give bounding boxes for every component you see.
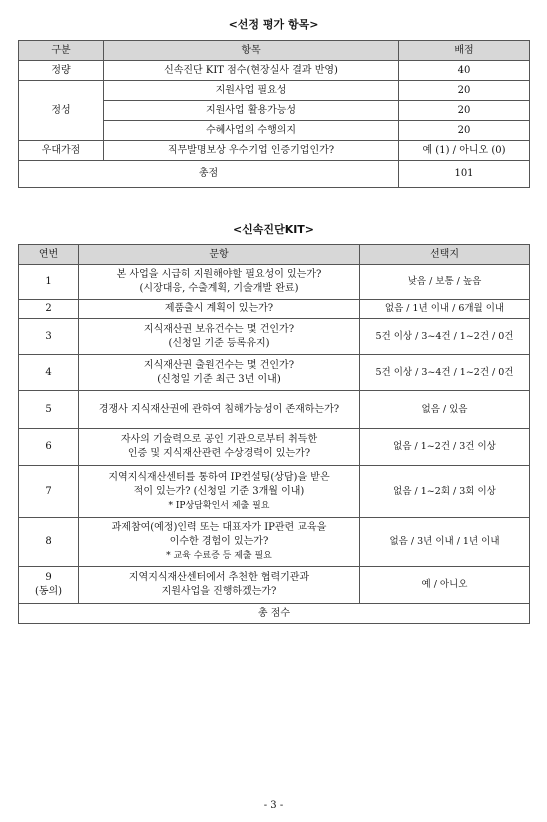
- cell-number: 7: [19, 466, 79, 518]
- cell-options: 낮음 / 보통 / 높음: [360, 265, 530, 300]
- number-consent: (동의): [34, 586, 63, 597]
- cell-score: 20: [399, 121, 530, 141]
- question-line: 이수한 경험이 있는가?: [169, 536, 269, 547]
- cell-options: 5건 이상 / 3~4건 / 1~2건 / 0건: [360, 319, 530, 355]
- cell-number: 1: [19, 265, 79, 300]
- kit-table: [18, 244, 530, 624]
- cell-question: [79, 466, 360, 518]
- header-options: 선택지: [360, 245, 530, 265]
- total-row: [19, 604, 530, 624]
- question-note: * 교육 수료증 등 제출 필요: [166, 551, 272, 561]
- header-number: 연번: [19, 245, 79, 265]
- header-question: 문항: [79, 245, 360, 265]
- cell-question: [79, 300, 360, 319]
- question-line: 지식재산권 보유건수는 몇 건인가?: [143, 323, 295, 335]
- question-line: (시장대응, 수출계획, 기술개발 완료): [139, 283, 299, 294]
- header-score: 배점: [399, 41, 530, 61]
- header-item: 항목: [104, 41, 399, 61]
- table-row: [19, 391, 530, 429]
- cell-category: 우대가점: [19, 141, 104, 161]
- cell-question: [79, 391, 360, 429]
- cell-number: 4: [19, 355, 79, 391]
- cell-question: [79, 319, 360, 355]
- table-row: [19, 265, 530, 300]
- total-label: 총점: [19, 161, 399, 188]
- cell-question: [79, 355, 360, 391]
- question-line: 지역지식재산센터를 통하여 IP컨설팅(상담)을 받은: [108, 471, 330, 483]
- cell-question: [79, 567, 360, 604]
- total-row: [19, 161, 530, 188]
- table-row: [19, 61, 530, 81]
- cell-number: 2: [19, 300, 79, 319]
- total-label: 총 점수: [19, 604, 530, 624]
- cell-options: 없음 / 1~2회 / 3회 이상: [360, 466, 530, 518]
- table-row: [19, 518, 530, 567]
- cell-options: 없음 / 3년 이내 / 1년 이내: [360, 518, 530, 567]
- table-row: [19, 319, 530, 355]
- cell-item: 지원사업 필요성: [104, 81, 399, 101]
- table-row: [19, 141, 530, 161]
- table-row: [19, 567, 530, 604]
- cell-score: 예 (1) / 아니오 (0): [399, 141, 530, 161]
- cell-number: 8: [19, 518, 79, 567]
- question-line: 지식재산권 출원건수는 몇 건인가?: [143, 359, 295, 371]
- total-value: 101: [399, 161, 530, 188]
- question-line: 경쟁사 지식재산권에 관하여 침해가능성이 존재하는가?: [98, 403, 340, 415]
- cell-options: 5건 이상 / 3~4건 / 1~2건 / 0건: [360, 355, 530, 391]
- question-note: * IP상담확인서 제출 필요: [168, 500, 270, 511]
- question-line: 자사의 기술력으로 공인 기관으로부터 취득한: [120, 434, 318, 445]
- table-row: [19, 355, 530, 391]
- cell-options: 없음 / 1년 이내 / 6개월 이내: [360, 300, 530, 319]
- question-line: 본 사업을 시급히 지원해야할 필요성이 있는가?: [116, 269, 322, 280]
- cell-category: 정량: [19, 61, 104, 81]
- cell-score: 20: [399, 81, 530, 101]
- table-header-row: [19, 245, 530, 265]
- question-line: (신청일 기준 등록유지): [168, 337, 270, 349]
- number-line: 9: [45, 572, 52, 583]
- header-category: 구분: [19, 41, 104, 61]
- question-line: 지역지식재산센터에서 추천한 협력기관과: [128, 572, 310, 583]
- cell-options: 예 / 아니오: [360, 567, 530, 604]
- table-row: [19, 300, 530, 319]
- cell-number: [19, 567, 79, 604]
- cell-options: 없음 / 1~2건 / 3건 이상: [360, 429, 530, 466]
- table-header-row: [19, 41, 530, 61]
- cell-number: 6: [19, 429, 79, 466]
- question-line: (신청일 기준 최근 3년 이내): [157, 373, 281, 385]
- page-number: - 3 -: [263, 800, 284, 811]
- table-row: [19, 466, 530, 518]
- cell-item: 수혜사업의 수행의지: [104, 121, 399, 141]
- question-line: 적이 있는가? (신청일 기준 3개월 이내): [133, 485, 305, 497]
- cell-options: 없음 / 있음: [360, 391, 530, 429]
- cell-category: 정성: [19, 81, 104, 141]
- cell-number: 3: [19, 319, 79, 355]
- cell-item: 지원사업 활용가능성: [104, 101, 399, 121]
- section2-title: <신속진단KIT>: [232, 223, 315, 236]
- question-line: 지원사업을 진행하겠는가?: [161, 586, 277, 597]
- table-row: [19, 81, 530, 101]
- section1-title: <선정 평가 항목>: [228, 18, 319, 31]
- cell-score: 20: [399, 101, 530, 121]
- question-line: 제품출시 계획이 있는가?: [164, 303, 274, 314]
- table-row: [19, 429, 530, 466]
- evaluation-table: [18, 40, 530, 188]
- cell-question: [79, 518, 360, 567]
- cell-score: 40: [399, 61, 530, 81]
- question-line: 과제참여(예정)인력 또는 대표자가 IP관련 교육을: [111, 522, 327, 533]
- cell-question: [79, 429, 360, 466]
- question-line: 인증 및 지식재산관련 수상경력이 있는가?: [127, 448, 311, 459]
- cell-item: 직무발명보상 우수기업 인증기업인가?: [104, 141, 399, 161]
- cell-number: 5: [19, 391, 79, 429]
- cell-item: 신속진단 KIT 점수(현장실사 결과 반영): [104, 61, 399, 81]
- cell-question: [79, 265, 360, 300]
